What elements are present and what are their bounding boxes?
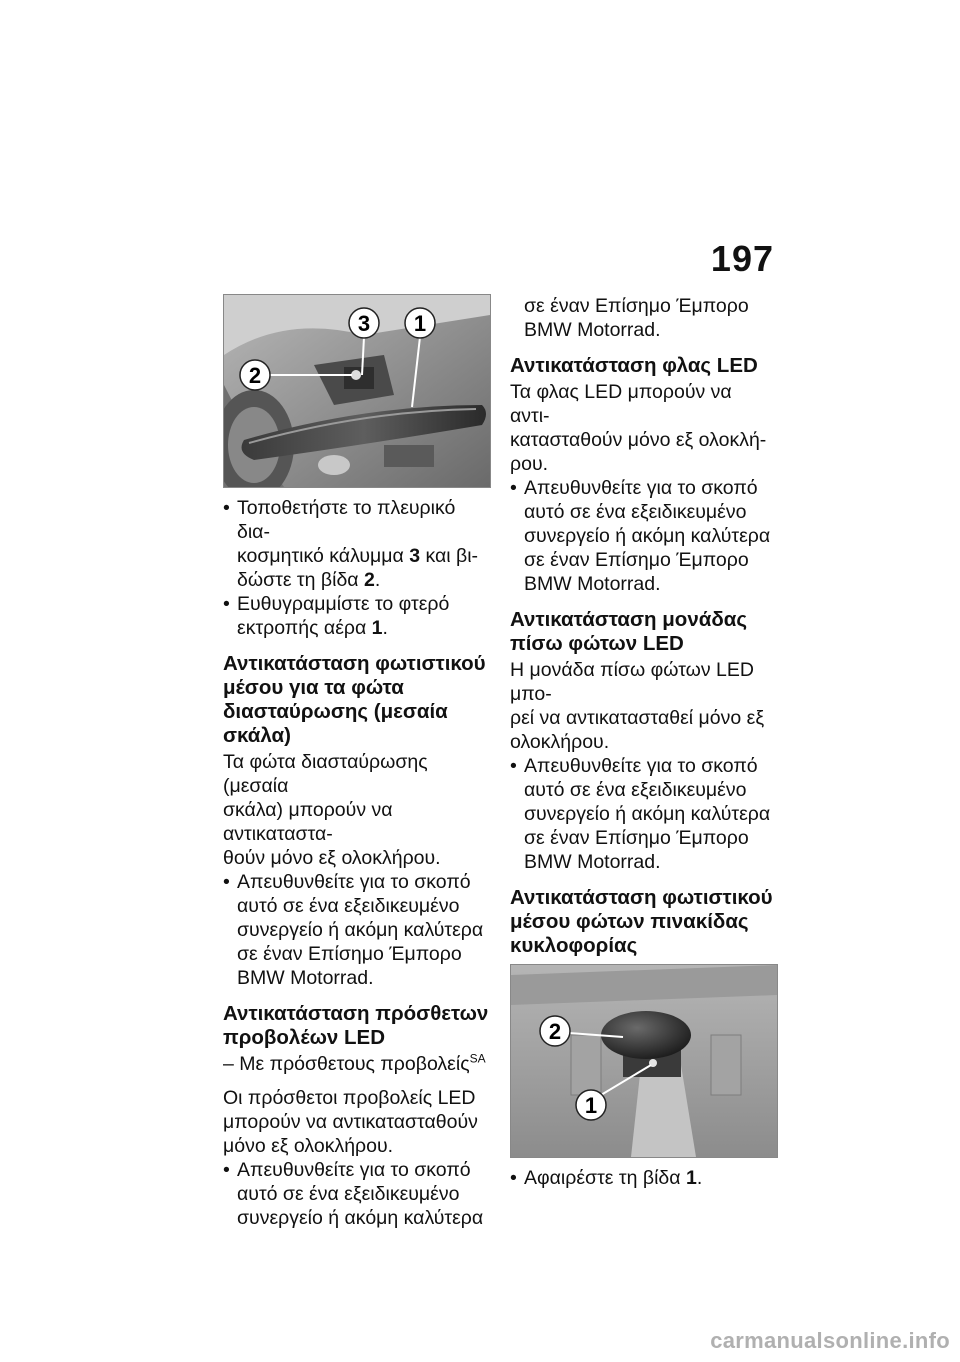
paragraph-turn-signals: Τα φλας LED μπορούν να αντι- κατασταθούν μόνο εξ ολοκλή- ρου. <box>510 381 767 475</box>
bullet-contact-dealer-1: • Απευθυνθείτε για το σκοπό αυτό σε ένα εξειδικευμένο συνεργείο ή ακόμη καλύτερα σε έναν Επίσημο Έμπορο BMW Motorrad. <box>223 870 489 990</box>
svg-text:2: 2 <box>248 363 262 388</box>
heading-tail-light: Αντικατάσταση μονάδας πίσω φώτων LED <box>510 608 748 655</box>
callout-1 <box>576 1090 606 1120</box>
right-column <box>510 294 776 1190</box>
paragraph-tail-light: Η μονάδα πίσω φώτων LED μπο- ρεί να αντικατασταθεί μόνο εξ ολοκλήρου. <box>510 659 765 753</box>
figure-plate-light <box>510 964 778 1158</box>
heading-low-beam: Αντικατάσταση φωτιστικού μέσου για τα φώτα διασταύρωσης (μεσαία σκάλα) <box>223 652 486 747</box>
figure-air-deflector <box>223 294 491 488</box>
svg-text:1: 1 <box>584 1093 598 1118</box>
bullet-contact-dealer-2: • Απευθυνθείτε για το σκοπό αυτό σε ένα εξειδικευμένο συνεργείο ή ακόμη καλύτερα <box>223 1158 489 1230</box>
site-watermark: carmanualsonline.info <box>710 1328 950 1353</box>
air-deflector-illustration <box>224 295 490 487</box>
svg-text:3: 3 <box>357 311 371 336</box>
heading-plate-light: Αντικατάσταση φωτιστικού μέσου φώτων πινακίδας κυκλοφορίας <box>510 886 773 957</box>
bullet-remove-screw: • Αφαιρέστε τη βίδα 1. <box>510 1166 776 1190</box>
callout-2 <box>540 1016 570 1046</box>
callout-1 <box>405 308 435 338</box>
heading-aux-led: Αντικατάσταση πρόσθετων προβολέων LED <box>223 1002 489 1049</box>
paragraph-low-beam: Τα φώτα διασταύρωσης (μεσαία σκάλα) μπορούν να αντικαταστα- θούν μόνο εξ ολοκλήρου. <box>223 751 441 869</box>
bullet-contact-dealer-4: • Απευθυνθείτε για το σκοπό αυτό σε ένα εξειδικευμένο συνεργείο ή ακόμη καλύτερα σε έναν Επίσημο Έμπορο BMW Motorrad. <box>510 754 776 874</box>
paragraph-aux-led: Οι πρόσθετοι προβολείς LED μπορούν να αντικατασταθούν μόνο εξ ολοκλήρου. <box>223 1087 478 1157</box>
bullet-contact-dealer-3: • Απευθυνθείτε για το σκοπό αυτό σε ένα εξειδικευμένο συνεργείο ή ακόμη καλύτερα σε έναν Επίσημο Έμπορο BMW Motorrad. <box>510 476 776 596</box>
heading-turn-signals: Αντικατάσταση φλας LED <box>510 354 758 377</box>
continued-text: σε έναν Επίσημο Έμπορο BMW Motorrad. <box>524 295 749 341</box>
callout-3 <box>349 308 379 338</box>
plate-light-illustration <box>511 965 777 1157</box>
svg-text:1: 1 <box>413 311 427 336</box>
svg-text:2: 2 <box>548 1019 562 1044</box>
bullet-install-cover: • Τοποθετήστε το πλευρικό δια- κοσμητικό κάλυμμα 3 και βι- δώστε τη βίδα 2. <box>223 496 489 592</box>
left-column <box>223 294 489 1230</box>
bullet-align-deflector: • Ευθυγραμμίστε το φτερό εκτροπής αέρα 1. <box>223 592 489 640</box>
page-number: 197 <box>710 238 774 279</box>
callout-2 <box>240 360 270 390</box>
option-note: – Με πρόσθετους προβολείς$^{SA}$ <box>223 1051 486 1075</box>
